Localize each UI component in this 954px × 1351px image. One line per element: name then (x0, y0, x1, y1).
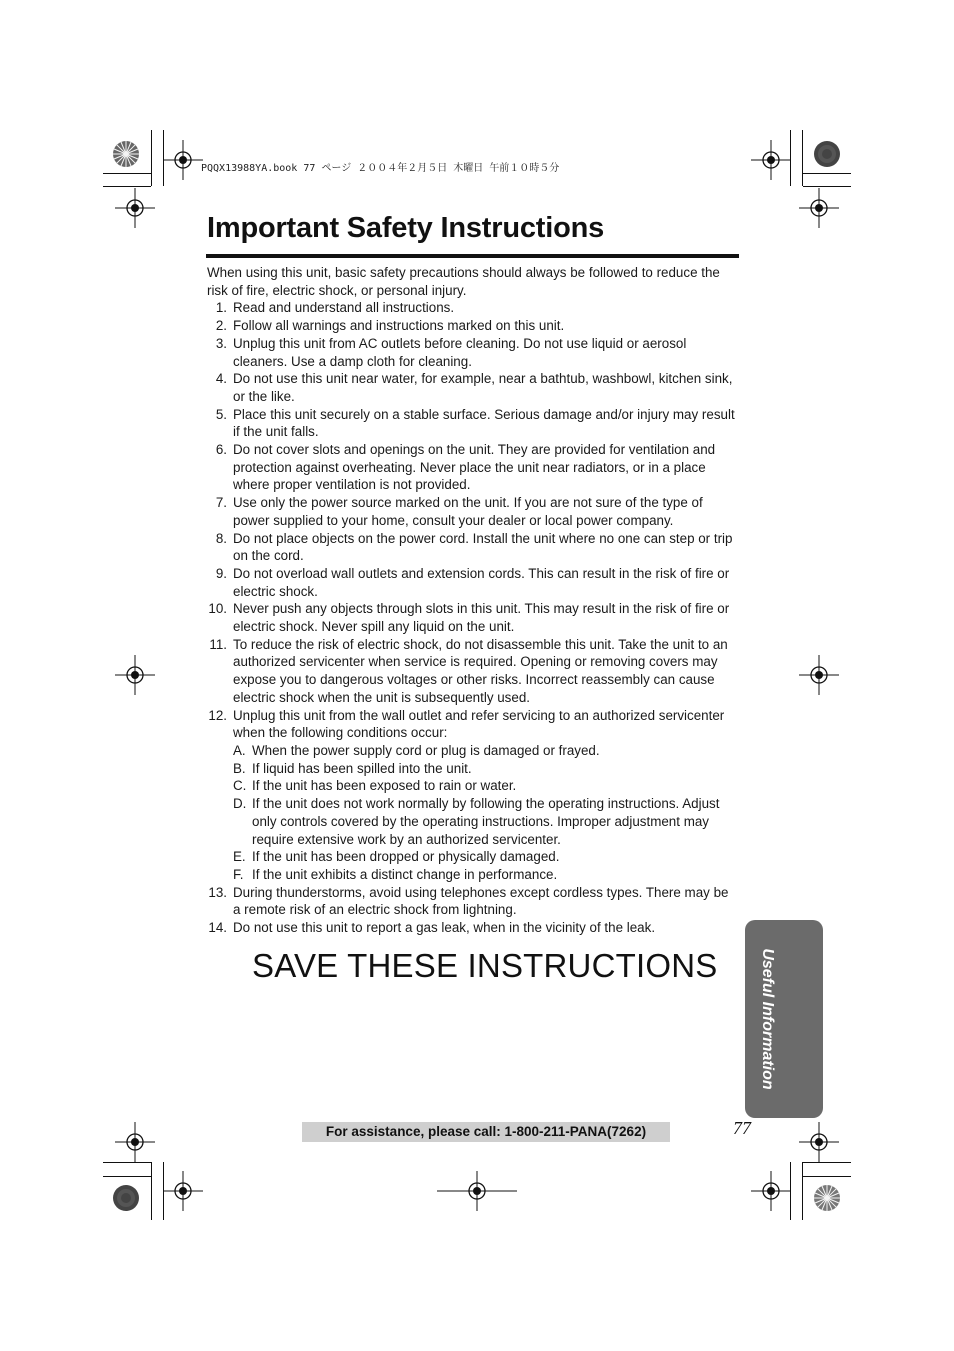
list-item (207, 600, 737, 635)
list-item (207, 335, 737, 370)
crop-line (803, 1176, 851, 1177)
sublist-item-text: If the unit has been dropped or physically damaged. (252, 849, 560, 865)
list-item-number: 6. (215, 442, 227, 458)
list-item-number: 5. (215, 406, 227, 422)
list-item (207, 441, 737, 494)
list-item-number: 10. (208, 601, 227, 617)
star-target-icon (112, 140, 140, 168)
star-target-icon (813, 140, 841, 168)
list-item-text: Do not cover slots and openings on the unit. They are provided for ventilation and protection against overheating. Never place the unit near radiators, or in a place where proper ventilation is not provided. (233, 442, 716, 493)
crosshair-mark-icon (115, 1122, 155, 1162)
condition-sublist (233, 742, 737, 884)
instruction-list (207, 299, 737, 936)
sublist-item-letter: A. (233, 742, 246, 758)
sublist-item (233, 795, 737, 848)
crop-line (151, 130, 152, 186)
intro-paragraph: When using this unit, basic safety precautions should always be followed to reduce the risk of fire, electric shock, or personal injury. (207, 265, 720, 298)
star-target-icon (112, 1184, 140, 1212)
list-item-number: 1. (215, 300, 227, 316)
crop-line (803, 173, 851, 174)
sublist-item-text: When the power supply cord or plug is damaged or frayed. (252, 742, 600, 758)
list-item-number: 12. (208, 707, 227, 723)
sublist-item (233, 742, 737, 760)
list-item-number: 11. (209, 636, 227, 652)
sublist-item-letter: E. (233, 849, 246, 865)
list-item-text: Do not overload wall outlets and extension cords. This can result in the risk of fire or electric shock. (233, 565, 730, 599)
list-item (207, 919, 737, 937)
list-item-text: Do not use this unit near water, for example, near a bathtub, washbowl, kitchen sink, or the like. (233, 371, 733, 404)
list-item-number: 13. (208, 884, 227, 900)
print-info-header: PQQX13988YA.book 77 ページ ２００４年２月５日 木曜日 午前１０時５分 (201, 163, 560, 174)
crop-line (803, 1162, 851, 1163)
list-item (207, 707, 737, 884)
list-item-number: 2. (215, 318, 227, 334)
list-item-number: 14. (208, 920, 227, 936)
crop-line (103, 1162, 151, 1163)
list-item-text: Use only the power source marked on the unit. If you are not sure of the type of power supplied to your home, consult your dealer or local power company. (233, 495, 703, 528)
page-number: 77 (733, 1118, 751, 1138)
list-item-text: During thunderstorms, avoid using telephones except cordless types. There may be a remote risk of an electric shock from lightning. (233, 884, 729, 918)
list-item (207, 494, 737, 529)
sublist-item-letter: D. (233, 796, 247, 812)
sublist-item-letter: B. (233, 760, 246, 776)
crosshair-mark-icon (751, 1171, 791, 1211)
sublist-item-text: If liquid has been spilled into the unit. (252, 760, 472, 776)
crosshair-mark-icon (163, 1171, 203, 1211)
crop-line (103, 173, 151, 174)
list-item-text: Place this unit securely on a stable surface. Serious damage and/or injury may result if the unit falls. (233, 406, 735, 440)
save-instructions-heading: SAVE THESE INSTRUCTIONS (252, 947, 718, 984)
list-item-text: To reduce the risk of electric shock, do not disassemble this unit. Take the unit to an authorized servicenter when service is required. Opening or removing covers may expose you to dangerous voltages or other risks. Incorrect reassembly can cause electric shock when the unit is subsequently used. (233, 636, 728, 705)
list-item (207, 370, 737, 405)
crop-line (803, 186, 851, 187)
crop-line (151, 1162, 152, 1220)
list-item-text: Do not use this unit to report a gas leak, when in the vicinity of the leak. (233, 920, 656, 936)
sublist-item (233, 760, 737, 778)
crop-line (103, 186, 151, 187)
list-item (207, 565, 737, 600)
sublist-item-text: If the unit does not work normally by following the operating instructions. Adjust only controls covered by the operating instructions. Improper adjustment may require extensive work by an authorized servicenter. (252, 796, 720, 847)
side-tab (745, 920, 823, 1118)
crosshair-mark-icon (799, 188, 839, 228)
sublist-item-letter: F. (233, 866, 244, 882)
list-item (207, 884, 737, 919)
list-item (207, 317, 737, 335)
crop-line (802, 1162, 803, 1220)
safety-instructions-body (207, 264, 737, 937)
list-item-text: Never push any objects through slots in this unit. This may result in the risk of fire or electric shock. Never spill any liquid on the unit. (233, 601, 730, 635)
sublist-item-letter: C. (233, 778, 247, 794)
sublist-item-text: If the unit exhibits a distinct change in performance. (252, 866, 558, 882)
list-item-text: Unplug this unit from AC outlets before cleaning. Do not use liquid or aerosol cleaners. Use a damp cloth for cleaning. (233, 335, 687, 369)
star-target-icon (813, 1184, 841, 1212)
title-underline (206, 254, 739, 258)
crosshair-mark-icon (799, 1122, 839, 1162)
list-item (207, 530, 737, 565)
crosshair-mark-icon (115, 188, 155, 228)
sublist-item (233, 866, 737, 884)
crop-line (802, 130, 803, 186)
sublist-item-text: If the unit has been exposed to rain or water. (252, 778, 517, 794)
crop-line (103, 1176, 151, 1177)
crosshair-mark-icon (799, 655, 839, 695)
list-item-text: Do not place objects on the power cord. Install the unit where no one can step or trip on the cord. (233, 530, 733, 564)
list-item-number: 9. (215, 565, 227, 581)
crosshair-mark-icon (751, 140, 791, 180)
list-item-text: Unplug this unit from the wall outlet and refer servicing to an authorized servicenter when the following conditions occur: (233, 707, 725, 741)
page-title: Important Safety Instructions (207, 212, 605, 244)
side-tab-label: Useful Information (759, 948, 776, 1090)
list-item-text: Follow all warnings and instructions marked on this unit. (233, 318, 565, 334)
sublist-item (233, 848, 737, 866)
crosshair-mark-icon (163, 140, 203, 180)
assistance-banner: For assistance, please call: 1-800-211-PANA(7262) (302, 1122, 670, 1142)
list-item-text: Read and understand all instructions. (233, 300, 455, 316)
list-item-number: 4. (215, 371, 227, 387)
list-item (207, 406, 737, 441)
list-item (207, 299, 737, 317)
crosshair-mark-icon (437, 1171, 517, 1211)
list-item-number: 3. (215, 335, 227, 351)
list-item (207, 636, 737, 707)
list-item-number: 8. (215, 530, 227, 546)
crosshair-mark-icon (115, 655, 155, 695)
list-item-number: 7. (215, 495, 227, 511)
sublist-item (233, 777, 737, 795)
